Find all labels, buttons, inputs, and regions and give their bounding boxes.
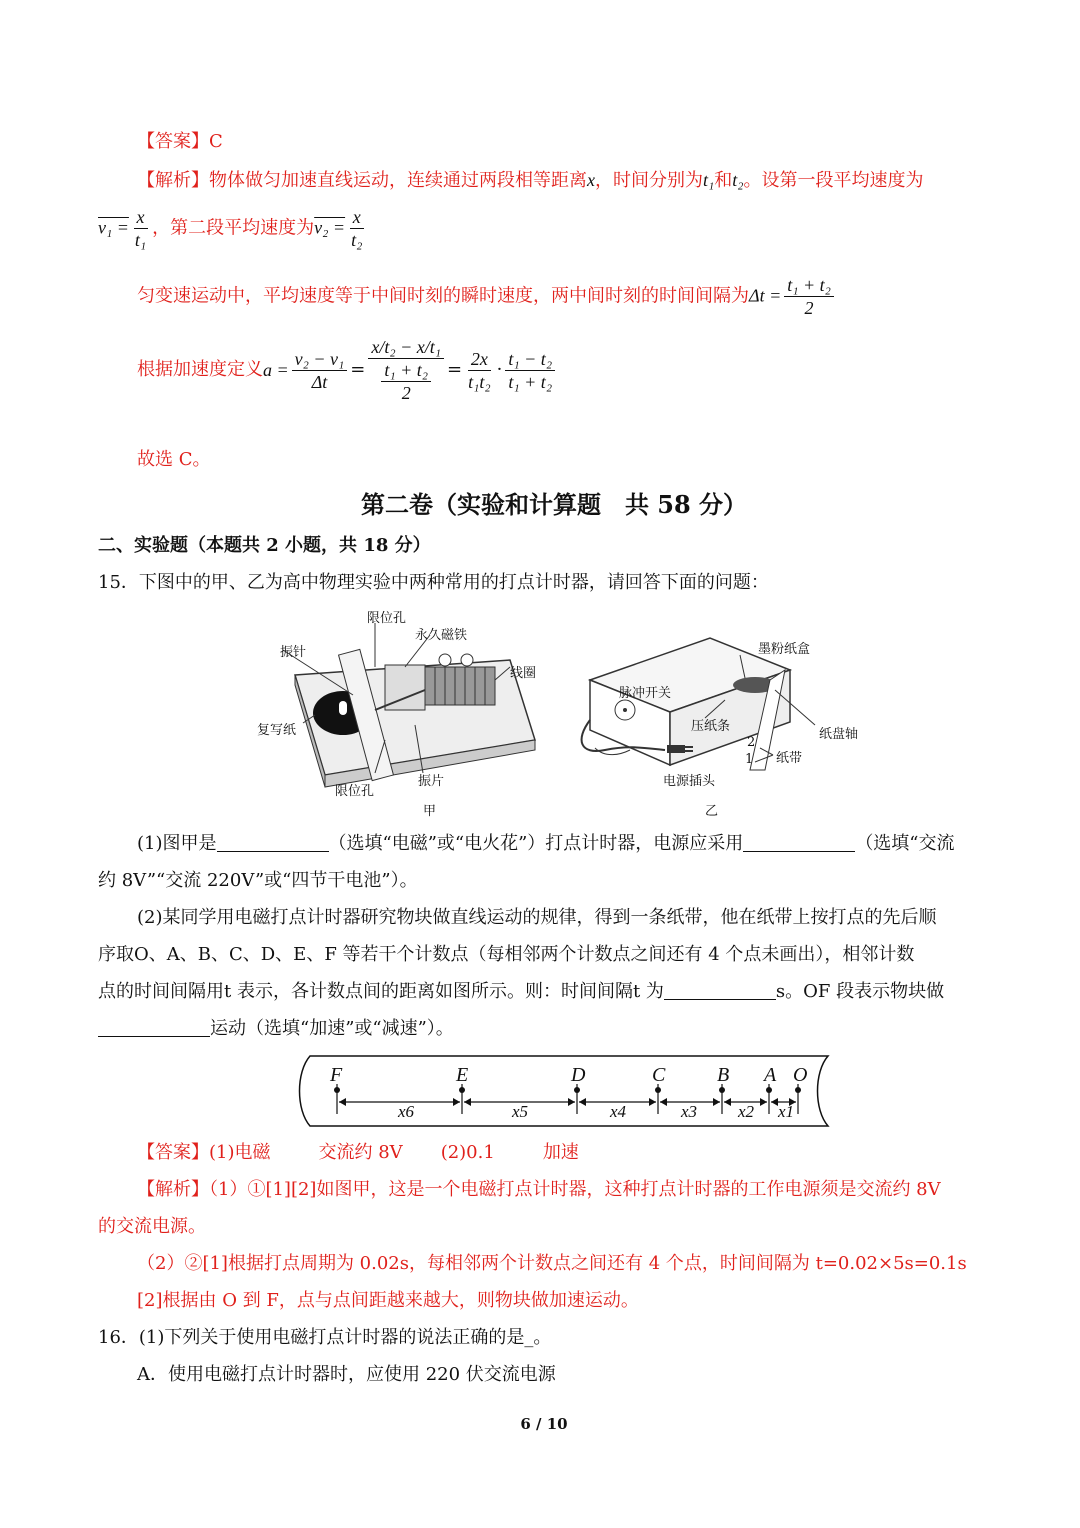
acceleration-line [137, 336, 558, 404]
conclusion: 故选 C。 [137, 449, 211, 470]
answer-value: C [209, 131, 223, 152]
tape-segment-x6: x6 [398, 1102, 415, 1121]
tape-dot [574, 1087, 580, 1093]
figure-spark-timer [575, 630, 875, 820]
question-text: s。OF 段表示物块做 [775, 981, 945, 1002]
label-toner-box: 墨粉纸盒 [758, 642, 811, 657]
q15-part1-line2: 约 8V”“交流 220V”或“四节干电池”）。 [98, 870, 418, 891]
label-limit-hole-bottom: 限位孔 [335, 784, 375, 799]
tape-point-E: E [456, 1064, 469, 1086]
label-number-1: 1 [745, 752, 754, 767]
q15-part1-line1 [137, 832, 955, 856]
answer-4: 加速 [542, 1142, 579, 1163]
answer-blank-3[interactable] [664, 981, 776, 1000]
tape-dot [766, 1087, 772, 1093]
tape-segment-x5: x5 [512, 1102, 529, 1121]
question-16-stem: 16．(1)下列关于使用电磁打点计时器的说法正确的是_。 [98, 1327, 552, 1348]
q15-analysis-line3: （2）②[1]根据打点周期为 0.02s，每相邻两个计数点之间还有 4 个点，时间间隔为 t=0.02×5s=0.1s [137, 1253, 967, 1274]
analysis-line-1 [137, 168, 924, 193]
label-paper-reel-axle: 纸盘轴 [819, 727, 859, 742]
question-text: 运动（选填“加速”或“减速”）。 [210, 1018, 454, 1039]
tape-point-F: F [330, 1064, 343, 1086]
equals: = [350, 359, 366, 380]
tape-dot [459, 1087, 465, 1093]
dot: · [496, 359, 503, 380]
denominator: t₁ [134, 230, 147, 250]
fraction-dv-over-dt [292, 348, 348, 393]
fraction-diff-over-sum [505, 348, 555, 393]
var-t1: t₁ [703, 170, 715, 190]
electromagnetic-timer-drawing [255, 605, 545, 820]
answer-blank-4[interactable] [98, 1018, 210, 1037]
answer-label: 【答案】 [137, 1142, 209, 1163]
analysis-text: 匀变速运动中，平均速度等于中间时刻的瞬时速度，两中间时刻的时间间隔为 [137, 285, 749, 307]
label-paper-press: 压纸条 [691, 719, 731, 734]
q15-answer-line [137, 1141, 579, 1165]
q15-part2-line4 [98, 1017, 454, 1041]
delta-t-line [137, 274, 837, 319]
analysis-text: 物体做匀加速直线运动，连续通过两段相等距离 [209, 170, 587, 191]
numerator: x [134, 206, 148, 229]
denominator: t₂ [351, 230, 363, 250]
delta-t-lhs: Δt = [749, 285, 782, 306]
tape-segment-x2: x2 [738, 1102, 755, 1121]
avg-velocity-line [98, 206, 368, 251]
a-lhs: a = [263, 360, 289, 380]
question-15-stem: 15．下图中的甲、乙为高中物理实验中两种常用的打点计时器，请回答下面的问题： [98, 572, 769, 593]
tape-point-D: D [571, 1064, 586, 1086]
var-t2: t₂ [732, 170, 744, 190]
label-pulse-switch: 脉冲开关 [619, 686, 672, 701]
question-text: （选填“交流 [855, 833, 955, 854]
tape-dot [795, 1087, 801, 1093]
label-permanent-magnet: 永久磁铁 [415, 628, 468, 643]
answer-label: 【答案】 [137, 131, 209, 152]
tape-point-O: O [793, 1064, 808, 1086]
numerator: 2x [468, 348, 491, 371]
label-vibrating-reed: 振片 [418, 774, 445, 789]
tape-point-A: A [764, 1064, 777, 1086]
answer-3: (2)0.1 [440, 1142, 495, 1163]
equals: = [447, 359, 463, 380]
answer-blank-1[interactable] [217, 833, 329, 852]
numerator: x/t₂ − x/t₁ [368, 336, 444, 359]
denominator-2: 2 [401, 383, 411, 403]
fraction-x-over-t2 [348, 206, 365, 251]
tape-dot [719, 1087, 725, 1093]
fraction-compound [368, 336, 444, 404]
tape-point-C: C [652, 1064, 666, 1086]
q15-analysis-line4: [2]根据由 O 到 F，点与点间距越来越大，则物块做加速运动。 [137, 1290, 639, 1311]
answer-2: 交流约 8V [318, 1142, 403, 1163]
numerator: v₂ − v₁ [292, 348, 348, 371]
q15-part2-line2: 序取O、A、B、C、D、E、F 等若干个计数点（每相邻两个计数点之间还有 4 个点未画出），相邻计数 [98, 944, 915, 965]
section-title: 第二卷（实验和计算题 共 58 分） [360, 490, 748, 519]
v1-formula: v₁ = [98, 217, 129, 238]
q15-part2-line1: (2)某同学用电磁打点计时器研究物块做直线运动的规律，得到一条纸带，他在纸带上按打点的先后顺 [137, 907, 937, 928]
paper-tape-diagram [292, 1052, 832, 1132]
question-text: (1)图甲是 [137, 833, 217, 854]
analysis-text: （1）①[1][2]如图甲，这是一个电磁打点计时器，这种打点计时器的工作电源须是交流约 8V [209, 1179, 941, 1200]
q15-part2-line3 [98, 980, 944, 1004]
denominator: Δt [311, 371, 328, 392]
question-16-option-a[interactable]: A．使用电磁打点计时器时，应使用 220 伏交流电源 [137, 1364, 556, 1385]
label-limit-hole-top: 限位孔 [367, 611, 407, 626]
answer-blank-2[interactable] [743, 833, 855, 852]
section-heading: 二、实验题（本题共 2 小题，共 18 分） [98, 535, 431, 556]
figure-caption-yi: 乙 [705, 804, 719, 819]
tape-point-B: B [717, 1064, 730, 1086]
fraction-2x-over-t1t2 [465, 348, 494, 393]
tape-dot [334, 1087, 340, 1093]
analysis-text: 。设第一段平均速度为 [743, 170, 924, 191]
numerator: t₁ − t₂ [505, 348, 555, 371]
answer-line [137, 130, 223, 154]
label-carbon-paper: 复写纸 [257, 723, 297, 738]
denominator: t₁t₂ [468, 371, 491, 392]
question-text: 点的时间间隔用t 表示，各计数点间的距离如图所示。则：时间间隔t 为 [98, 981, 664, 1002]
analysis-text: 和 [714, 170, 733, 191]
analysis-text: ，时间分别为 [595, 170, 703, 191]
denominator: t₁ + t₂ [508, 371, 553, 392]
figure-electromagnetic-timer [255, 605, 545, 820]
v2-formula: v₂ = [314, 217, 346, 238]
numerator: t₁ + t₂ [784, 274, 834, 297]
tape-dot [655, 1087, 661, 1093]
var-x: x [587, 170, 595, 190]
label-vibrating-needle: 振针 [280, 645, 307, 660]
question-text: （选填“电磁”或“电火花”）打点计时器，电源应采用 [328, 833, 744, 854]
denominator: t₁ + t₂ [381, 359, 431, 382]
fraction-x-over-t1 [132, 206, 149, 251]
label-coil: 线圈 [510, 666, 537, 681]
analysis-text: ，第二段平均速度为 [152, 217, 315, 239]
answer-1: (1)电磁 [209, 1142, 271, 1163]
label-power-plug: 电源插头 [663, 774, 716, 789]
fraction-half-sum [784, 274, 834, 319]
analysis-label: 【解析】 [137, 1179, 209, 1200]
tape-segment-x1: x1 [778, 1102, 795, 1121]
tape-segment-x3: x3 [681, 1102, 698, 1121]
denominator: 2 [804, 298, 814, 318]
q15-analysis-line1 [137, 1178, 941, 1202]
q15-analysis-line2: 的交流电源。 [98, 1216, 206, 1237]
page-number: 6 / 10 [520, 1415, 568, 1433]
label-paper-tape: 纸带 [776, 751, 803, 766]
tape-segment-x4: x4 [610, 1102, 627, 1121]
figure-caption-jia: 甲 [423, 804, 437, 819]
analysis-text: 根据加速度定义 [137, 359, 263, 380]
label-number-2: 2 [747, 735, 756, 750]
numerator: x [350, 206, 364, 229]
analysis-label: 【解析】 [137, 170, 209, 191]
